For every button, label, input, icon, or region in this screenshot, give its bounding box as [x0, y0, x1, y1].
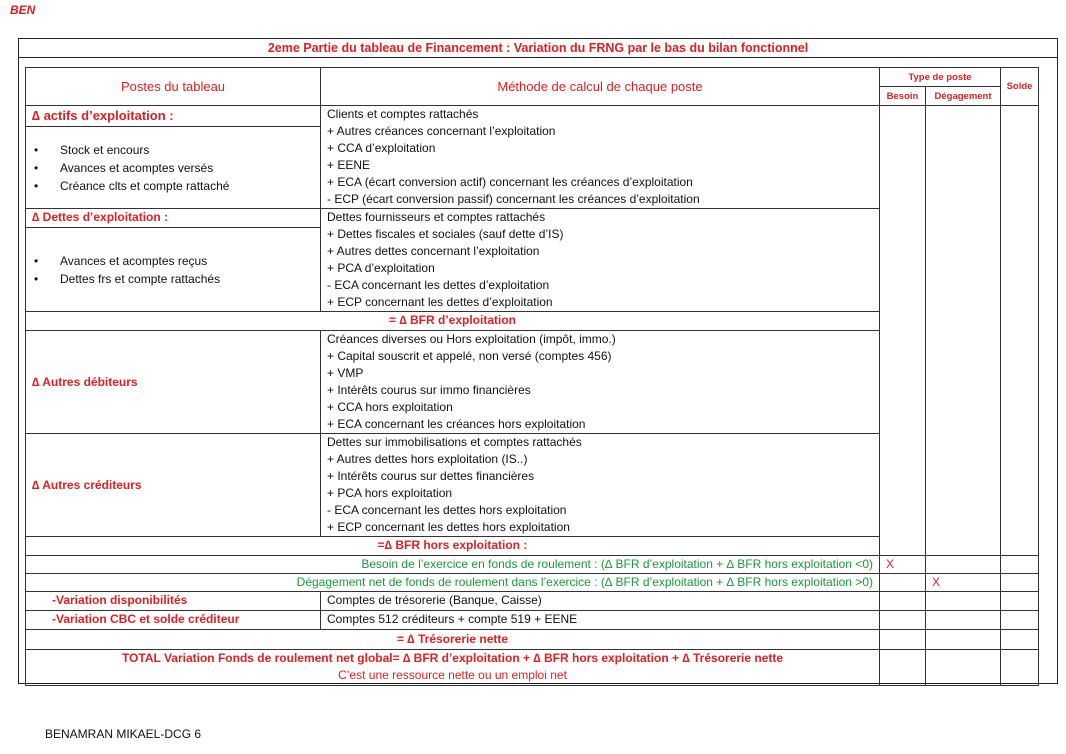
method-line: + EENE: [327, 158, 371, 172]
method-line: + VMP: [327, 366, 364, 380]
header-besoin: Besoin: [880, 87, 926, 106]
empty-cell: [880, 574, 926, 592]
degagement-column: [926, 106, 1001, 556]
method-line: + Dettes fiscales et sociales (sauf dette d’IS): [327, 227, 564, 241]
method-line: + ECA concernant les créances hors exploitation: [327, 417, 586, 431]
total-line: TOTAL Variation Fonds de roulement net global= ∆ BFR d’exploitation + ∆ BFR hors exploitation + ∆ Trésorerie nette: [121, 651, 784, 665]
empty-cell: [1001, 611, 1039, 630]
footer-author: BENAMRAN MIKAEL-DCG 6: [45, 727, 202, 741]
bfr-exploitation: = ∆ BFR d’exploitation: [26, 312, 880, 331]
actifs-method: [321, 106, 880, 209]
degagement-fonds-roulement: Dégagement net de fonds de roulement dans l’exercice : (∆ BFR d’exploitation + ∆ BFR hors exploitation >0): [26, 574, 880, 592]
tresorerie-nette: = ∆ Trésorerie nette: [26, 630, 880, 650]
method-line: Créances diverses ou Hors exploitation (impôt, immo.): [327, 332, 616, 346]
header-type-poste: Type de poste: [880, 68, 1001, 87]
header-solde: Solde: [1001, 68, 1039, 106]
empty-cell: [926, 556, 1001, 574]
empty-cell: [880, 630, 926, 650]
solde-column: [1001, 106, 1039, 556]
method-line: + Capital souscrit et appelé, non versé (comptes 456): [327, 349, 612, 363]
besoin-mark: X: [880, 556, 926, 574]
method-line: + ECA (écart conversion actif) concernant les créances d’exploitation: [327, 175, 693, 189]
variation-cbc-method: Comptes 512 créditeurs + compte 519 + EENE: [321, 611, 880, 630]
method-line: + CCA hors exploitation: [327, 400, 453, 414]
method-line: Dettes fournisseurs et comptes rattachés: [327, 210, 546, 224]
financement-table-lower: [25, 555, 1039, 686]
actifs-label: ∆ actifs d’exploitation :: [26, 106, 321, 127]
method-line: - ECA concernant les dettes d’exploitation: [327, 278, 550, 292]
autres-crediteurs-label: ∆ Autres créditeurs: [26, 434, 321, 537]
empty-cell: [1001, 574, 1039, 592]
corner-tag: BEN: [10, 3, 36, 17]
method-line: - ECA concernant les dettes hors exploitation: [327, 503, 567, 517]
dettes-label: ∆ Dettes d’exploitation :: [26, 209, 321, 228]
empty-cell: [926, 611, 1001, 630]
header-degagement: Dégagement: [926, 87, 1001, 106]
empty-cell: [1001, 592, 1039, 611]
total-cell: [26, 650, 880, 686]
actifs-items: [26, 127, 321, 209]
empty-cell: [880, 650, 926, 686]
method-line: + Autres créances concernant l’exploitation: [327, 124, 556, 138]
empty-cell: [926, 650, 1001, 686]
empty-cell: [926, 592, 1001, 611]
empty-cell: [880, 592, 926, 611]
empty-cell: [1001, 630, 1039, 650]
variation-disponibilites-label: -Variation disponibilités: [26, 592, 321, 611]
variation-cbc-label: -Variation CBC et solde créditeur: [26, 611, 321, 630]
dettes-method: [321, 209, 880, 312]
header-methode: Méthode de calcul de chaque poste: [321, 68, 880, 106]
method-line: + ECP concernant les dettes d’exploitation: [327, 295, 553, 309]
besoin-fonds-roulement: Besoin de l’exercice en fonds de roulement : (∆ BFR d’exploitation + ∆ BFR hors exploitation <0): [26, 556, 880, 574]
list-item: • Avances et acomptes reçus: [60, 252, 314, 270]
variation-disponibilites-method: Comptes de trésorerie (Banque, Caisse): [321, 592, 880, 611]
method-line: + PCA hors exploitation: [327, 486, 453, 500]
list-item: • Stock et encours: [60, 141, 314, 159]
method-line: Clients et comptes rattachés: [327, 107, 479, 121]
header-postes: Postes du tableau: [26, 68, 321, 106]
empty-cell: [880, 611, 926, 630]
empty-cell: [1001, 650, 1039, 686]
method-line: + Autres dettes hors exploitation (IS..): [327, 452, 528, 466]
method-line: Dettes sur immobilisations et comptes rattachés: [327, 435, 582, 449]
autres-crediteurs-method: [321, 434, 880, 537]
dettes-items: [26, 228, 321, 312]
total-subline: C’est une ressource nette ou un emploi net: [338, 668, 567, 682]
empty-cell: [926, 630, 1001, 650]
page-title: 2eme Partie du tableau de Financement : Variation du FRNG par le bas du bilan fonctionnel: [19, 39, 1057, 58]
method-line: + PCA d’exploitation: [327, 261, 435, 275]
list-item: • Avances et acomptes versés: [60, 159, 314, 177]
financement-table: [25, 67, 1039, 556]
method-line: + Intérêts courus sur immo financières: [327, 383, 531, 397]
empty-cell: [1001, 556, 1039, 574]
degagement-mark: X: [926, 574, 1001, 592]
method-line: + Intérêts courus sur dettes financières: [327, 469, 535, 483]
method-line: + Autres dettes concernant l’exploitation: [327, 244, 540, 258]
method-line: + ECP concernant les dettes hors exploitation: [327, 520, 570, 534]
besoin-column: [880, 106, 926, 556]
bfr-hors-exploitation: =∆ BFR hors exploitation :: [26, 537, 880, 556]
autres-debiteurs-label: ∆ Autres débiteurs: [26, 331, 321, 434]
autres-debiteurs-method: [321, 331, 880, 434]
method-line: + CCA d’exploitation: [327, 141, 436, 155]
method-line: - ECP (écart conversion passif) concernant les créances d’exploitation: [327, 192, 700, 206]
list-item: • Dettes frs et compte rattachés: [60, 270, 314, 288]
list-item: • Créance clts et compte rattaché: [60, 177, 314, 195]
